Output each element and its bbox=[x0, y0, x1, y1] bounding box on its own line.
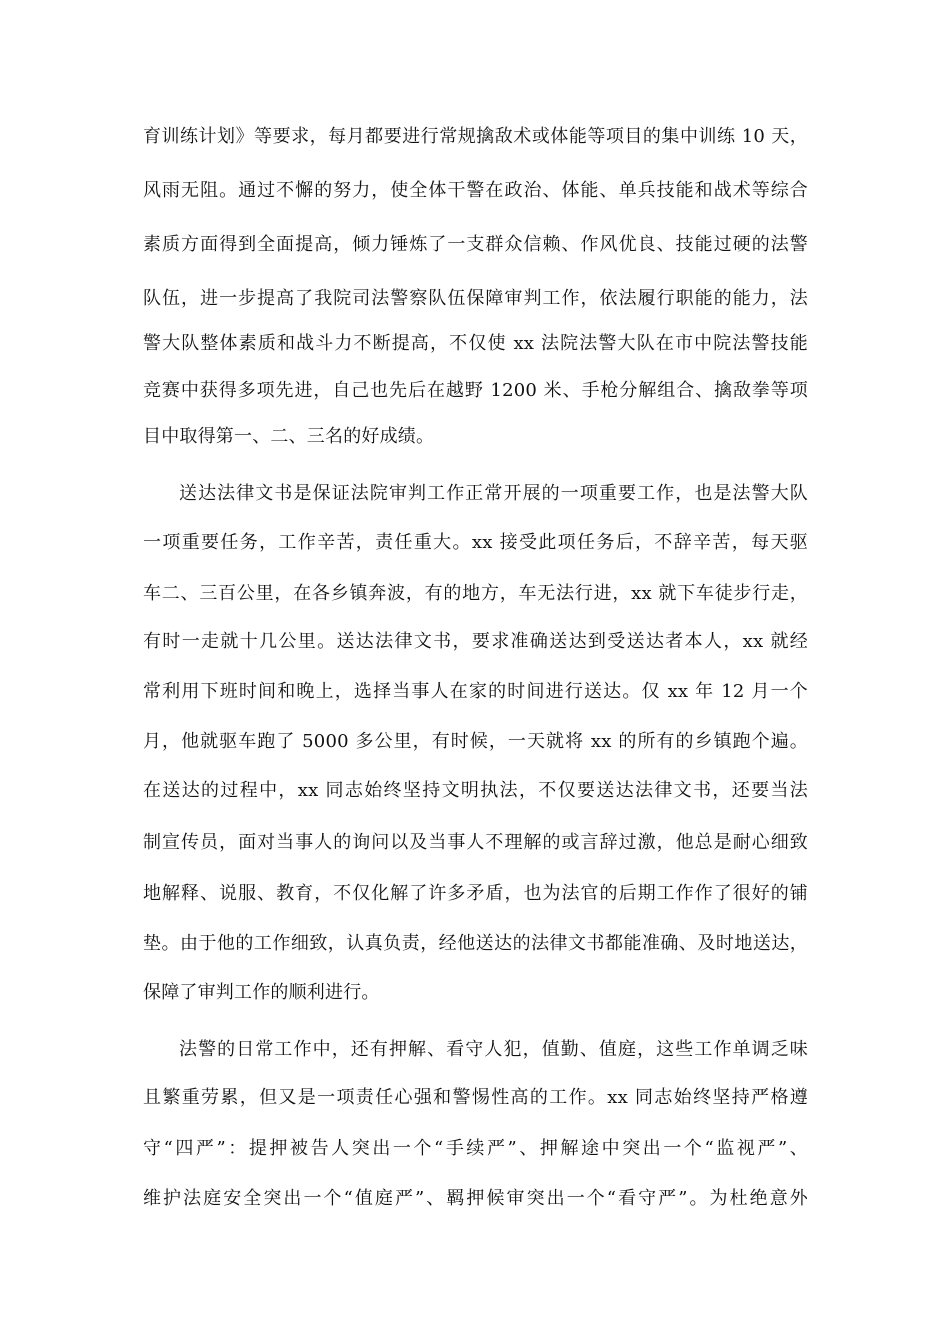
paragraph-2-line-9: 地解释、说服、教育，不仅化解了许多矛盾，也为法官的后期工作作了很好的铺 bbox=[143, 883, 808, 904]
paragraph-3-line-4: 维护法庭安全突出一个“值庭严”、羁押候审突出一个“看守严”。为杜绝意外 bbox=[143, 1188, 808, 1209]
paragraph-2-line-3: 车二、三百公里，在各乡镇奔波，有的地方，车无法行进，xx 就下车徒步行走， bbox=[143, 583, 808, 604]
paragraph-3-line-1: 法警的日常工作中，还有押解、看守人犯，值勤、值庭，这些工作单调乏味 bbox=[179, 1039, 808, 1060]
paragraph-3-line-3: 守“四严”：提押被告人突出一个“手续严”、押解途中突出一个“监视严”、 bbox=[143, 1138, 808, 1159]
paragraph-1-line-5: 警大队整体素质和战斗力不断提高，不仅使 xx 法院法警大队在市中院法警技能 bbox=[143, 333, 808, 354]
paragraph-2-line-6: 月，他就驱车跑了 5000 多公里，有时候，一天就将 xx 的所有的乡镇跑个遍。 bbox=[143, 731, 808, 752]
paragraph-1-line-4: 队伍，进一步提高了我院司法警察队伍保障审判工作，依法履行职能的能力，法 bbox=[143, 288, 808, 309]
paragraph-1-line-2: 风雨无阻。通过不懈的努力，使全体干警在政治、体能、单兵技能和战术等综合 bbox=[143, 180, 808, 201]
paragraph-2-line-8: 制宣传员，面对当事人的询问以及当事人不理解的或言辞过激，他总是耐心细致 bbox=[143, 832, 808, 853]
paragraph-2-line-10: 垫。由于他的工作细致，认真负责，经他送达的法律文书都能准确、及时地送达， bbox=[143, 933, 808, 954]
paragraph-1-line-1: 育训练计划》等要求，每月都要进行常规擒敌术或体能等项目的集中训练 10 天， bbox=[143, 126, 808, 147]
paragraph-2-line-11: 保障了审判工作的顺利进行。 bbox=[143, 982, 380, 1003]
paragraph-2-line-4: 有时一走就十几公里。送达法律文书，要求准确送达到受送达者本人，xx 就经 bbox=[143, 631, 808, 652]
paragraph-2-line-7: 在送达的过程中，xx 同志始终坚持文明执法，不仅要送达法律文书，还要当法 bbox=[143, 780, 808, 801]
paragraph-3-line-2: 且繁重劳累，但又是一项责任心强和警惕性高的工作。xx 同志始终坚持严格遵 bbox=[143, 1087, 808, 1108]
paragraph-2-line-1: 送达法律文书是保证法院审判工作正常开展的一项重要工作，也是法警大队 bbox=[179, 483, 808, 504]
paragraph-1-line-3: 素质方面得到全面提高，倾力锤炼了一支群众信赖、作风优良、技能过硬的法警 bbox=[143, 234, 808, 255]
paragraph-1-line-7: 目中取得第一、二、三名的好成绩。 bbox=[143, 426, 435, 447]
paragraph-1-line-6: 竞赛中获得多项先进，自己也先后在越野 1200 米、手枪分解组合、擒敌拳等项 bbox=[143, 380, 808, 401]
paragraph-2-line-2: 一项重要任务，工作辛苦，责任重大。xx 接受此项任务后，不辞辛苦，每天驱 bbox=[143, 532, 808, 553]
paragraph-2-line-5: 常利用下班时间和晚上，选择当事人在家的时间进行送达。仅 xx 年 12 月一个 bbox=[143, 681, 808, 702]
